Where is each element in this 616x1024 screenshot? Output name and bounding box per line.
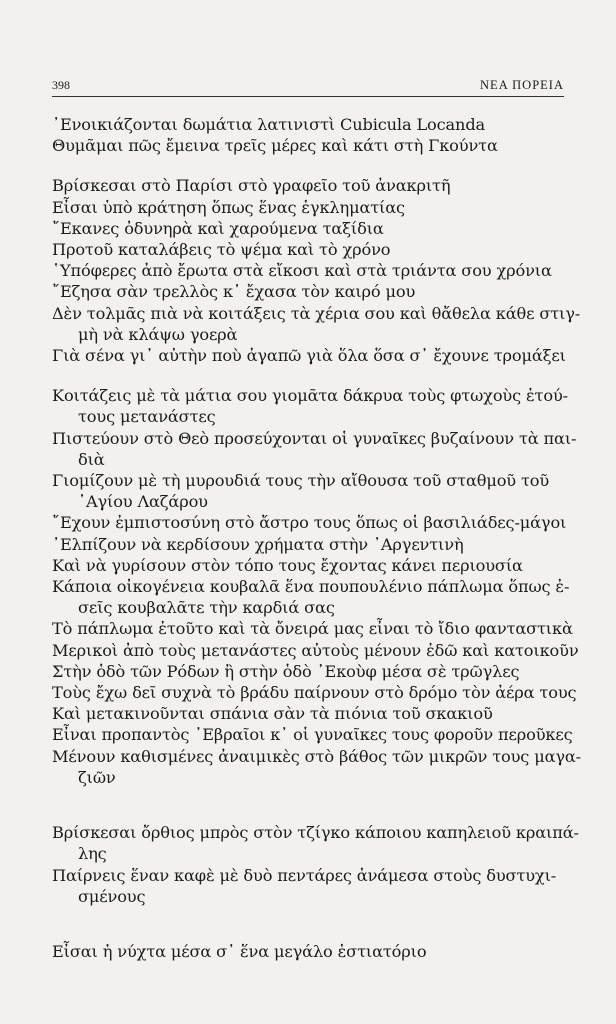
journal-title: ΝΕΑ ΠΟΡΕΙΑ [480, 78, 564, 92]
verse-line-continuation: ζιῶν [78, 767, 116, 787]
poem-text [52, 114, 581, 981]
verse-line: ᾿Ενοικιάζονται δωμάτια λατινιστὶ Cubicula Locanda [52, 115, 486, 134]
running-head [52, 78, 564, 97]
verse-line: Κοιτάζεις μὲ τὰ μάτια σου γιομᾶτα δάκρυα τοὺς φτωχοὺς ἐτού- [52, 386, 568, 406]
verse-line: Γιὰ σένα γι᾿ αὐτὴν ποὺ ἀγαπῶ γιὰ ὅλα ὅσα σ᾿ ἔχουνε τρομάξει [52, 346, 566, 366]
verse-line: Στὴν ὁδὸ τῶν Ρόδων ἢ στὴν ὁδὸ ᾿Εκοὺφ μέσα σὲ τρῶγλες [52, 661, 520, 681]
verse-line-continuation: μὴ νὰ κλάψω γοερὰ [78, 324, 238, 344]
verse-line: ῎Εκανες ὀδυνηρὰ καὶ χαρούμενα ταξίδια [52, 218, 384, 238]
verse-line-continuation: τους μετανάστες [78, 407, 216, 427]
stanza [52, 941, 568, 962]
verse-line: Παίρνεις ἕναν καφὲ μὲ δυὸ πεντάρες ἀνάμεσα στοὺς δυστυχι- [52, 865, 557, 885]
verse-line: Καὶ μετακινοῦνται σπάνια σὰν τὰ πιόνια τοῦ σκακιοῦ [52, 704, 493, 724]
verse-line: Βρίσκεσαι ὄρθιος μπρὸς στὸν τζίγκο κάποιου καπηλειοῦ κραιπά- [52, 823, 579, 843]
verse-line: Θυμᾶμαι πῶς ἔμεινα τρεῖς μέρες καὶ κάτι στὴ Γκούντα [52, 136, 498, 156]
stanza [52, 175, 581, 366]
verse-line: Καὶ νὰ γυρίσουν στὸν τόπο τους ἔχοντας κάνει περιουσία [52, 555, 523, 575]
stanza [52, 385, 581, 788]
verse-line: Δὲν τολμᾶς πιὰ νὰ κοιτάξεις τὰ χέρια σου καὶ θἄθελα κάθε στιγ- [52, 303, 581, 323]
verse-line-continuation: λης [78, 844, 107, 864]
stanza [52, 822, 579, 907]
verse-line: Εἶναι προπαντὸς ᾿Εβραῖοι κ᾿ οἱ γυναῖκες τους φοροῦν περοῦκες [52, 725, 573, 745]
verse-line-continuation: σμένους [78, 886, 146, 906]
verse-line: Μένουν καθισμένες ἀναιμικὲς στὸ βάθος τῶν μικρῶν τους μαγα- [52, 746, 581, 766]
verse-line: ᾿Ελπίζουν νὰ κερδίσουν χρήματα στὴν ᾿Αργεντινὴ [52, 534, 464, 554]
verse-line: Εἶσαι ἡ νύχτα μέσα σ᾿ ἕνα μεγάλο ἑστιατόριο [52, 941, 427, 961]
verse-line-continuation: σεῖς κουβαλᾶτε τὴν καρδιά σας [78, 598, 335, 618]
verse-line-continuation: ῾Αγίου Λαζάρου [78, 492, 208, 512]
verse-line: Γιομίζουν μὲ τὴ μυρουδιά τους τὴν αἴθουσα τοῦ σταθμοῦ τοῦ [52, 471, 550, 491]
verse-line: Κάποια οἰκογένεια κουβαλᾶ ἕνα πουπουλένιο πάπλωμα ὅπως ἐ- [52, 577, 570, 597]
stanza [52, 114, 568, 156]
verse-line: ῾Υπόφερες ἀπὸ ἔρωτα στὰ εἴκοσι καὶ στὰ τριάντα σου χρόνια [52, 261, 552, 281]
verse-line: Τὸ πάπλωμα ἐτοῦτο καὶ τὰ ὄνειρά μας εἶναι τὸ ἴδιο φανταστικὰ [52, 619, 573, 639]
verse-line: ῎Εζησα σὰν τρελλὸς κ᾿ ἔχασα τὸν καιρό μου [52, 282, 416, 302]
verse-line: Εἶσαι ὑπὸ κράτηση ὅπως ἕνας ἐγκληματίας [52, 197, 405, 217]
verse-line: Βρίσκεσαι στὸ Παρίσι στὸ γραφεῖο τοῦ ἀνακριτῆ [52, 176, 451, 196]
verse-line: Τοὺς ἔχω δεῖ συχνὰ τὸ βράδυ παίρνουν στὸ δρόμο τὸν ἀέρα τους [52, 683, 577, 703]
verse-line: Πιστεύουν στὸ Θεὸ προσεύχονται οἱ γυναῖκες βυζαίνουν τὰ παι- [52, 428, 577, 448]
verse-line: ῎Εχουν ἐμπιστοσύνη στὸ ἄστρο τους ὅπως οἱ βασιλιάδες-μάγοι [52, 513, 567, 533]
page-number: 398 [52, 78, 70, 92]
verse-line-continuation: διὰ [78, 449, 105, 469]
verse-line: Μερικοὶ ἀπὸ τοὺς μετανάστες αὐτοὺς μένουν ἐδῶ καὶ κατοικοῦν [52, 640, 579, 660]
verse-line: Προτοῦ καταλάβεις τὸ ψέμα καὶ τὸ χρόνο [52, 240, 391, 260]
